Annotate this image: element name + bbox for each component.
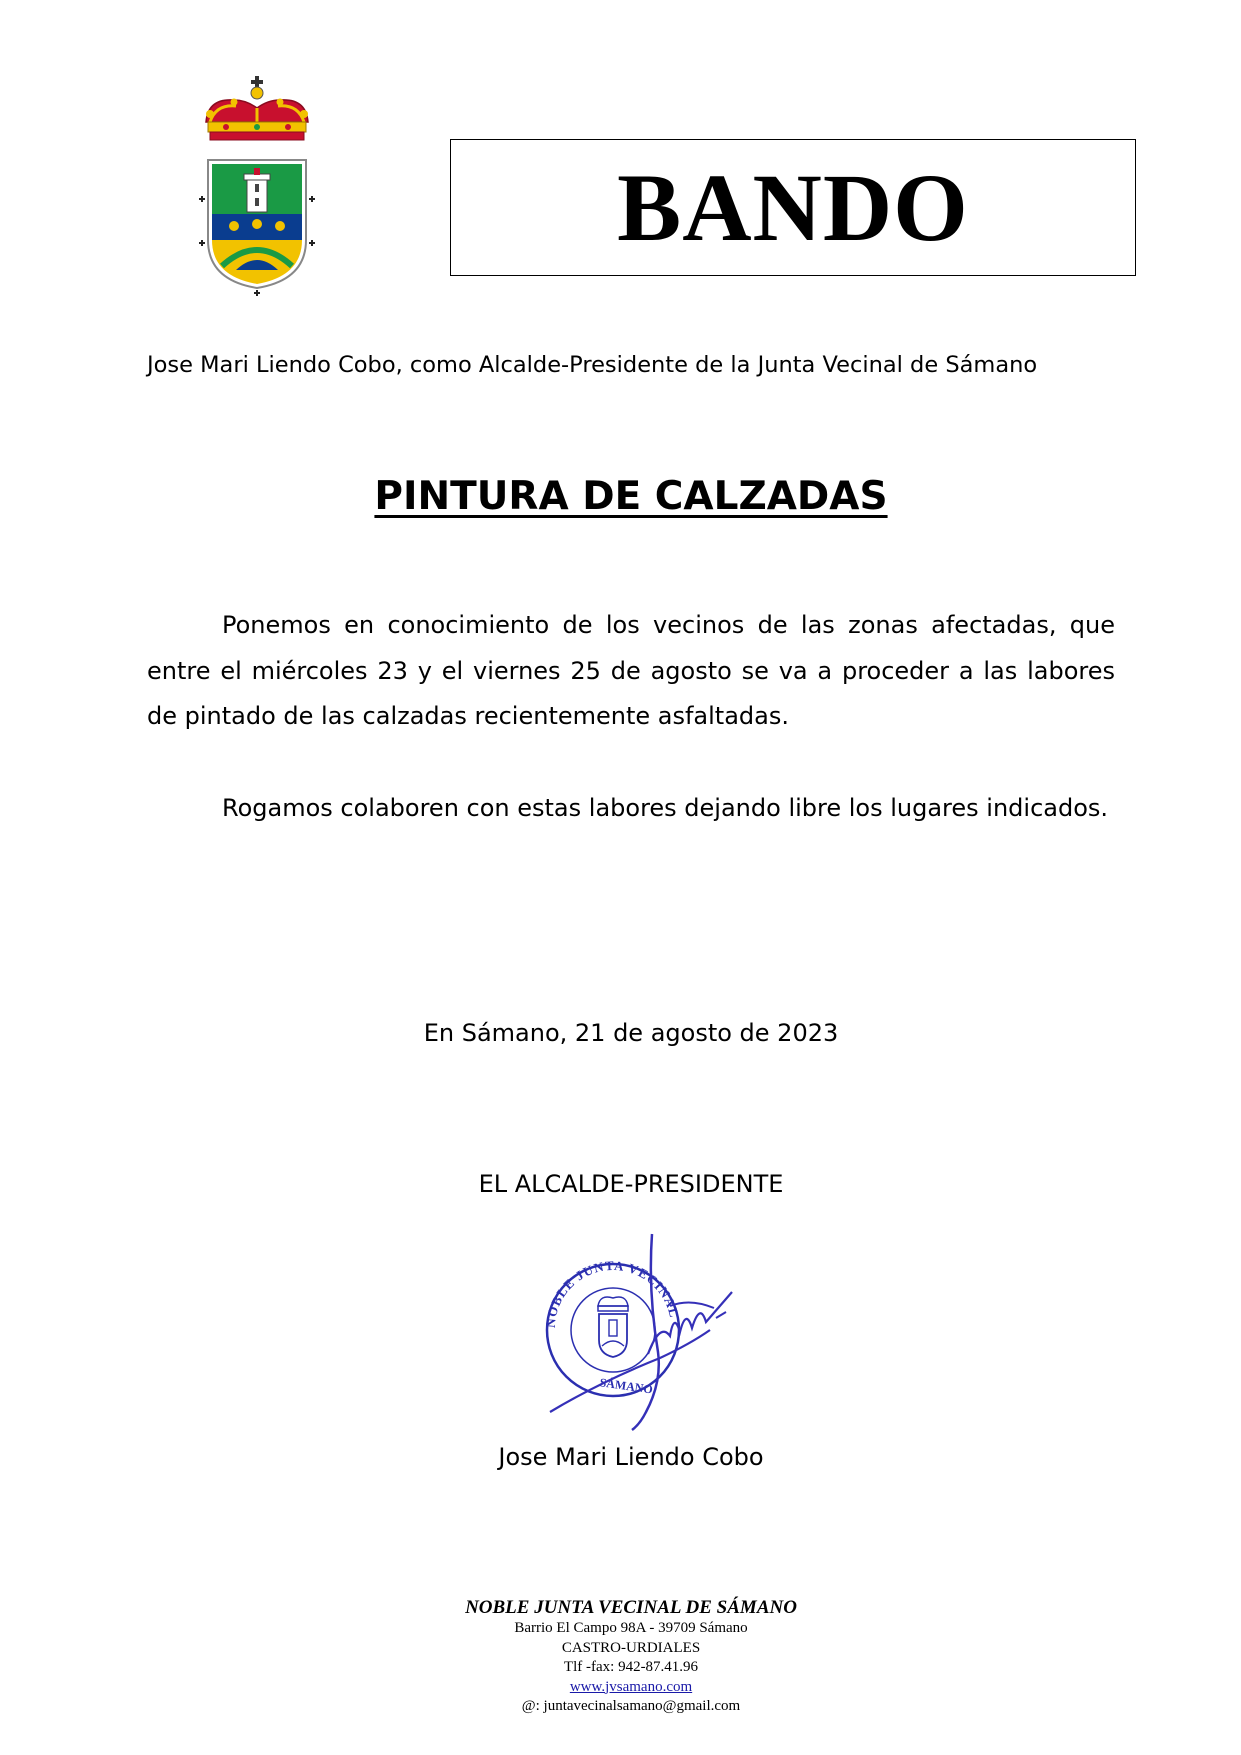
- body-paragraph: Ponemos en conocimiento de los vecinos de las zonas afectadas, que entre el miércoles 23 y el viernes 25 de agosto se va a proceder a las labores de pintado de las calzadas recientemente asfaltadas.: [147, 611, 1115, 730]
- footer-phone: Tlf -fax: 942-87.41.96: [563, 1659, 699, 1675]
- footer-address: Barrio El Campo 98A - 39709 Sámano: [514, 1620, 748, 1636]
- footer: [0, 1597, 1241, 1717]
- body-paragraph: Rogamos colaboren con estas labores dejando libre los lugares indicados.: [222, 794, 1109, 822]
- svg-text:NOBLE JUNTA VECINAL: NOBLE JUNTA VECINAL: [542, 1257, 683, 1329]
- official-seal-icon: [520, 1232, 755, 1432]
- document-title: BANDO: [617, 153, 969, 261]
- subject-heading: PINTURA DE CALZADAS: [374, 474, 888, 519]
- svg-text:SÁMANO: SÁMANO: [598, 1375, 654, 1397]
- bando-title-box: [450, 139, 1136, 276]
- footer-org-name: NOBLE JUNTA VECINAL DE SÁMANO: [465, 1597, 797, 1618]
- signer-name: Jose Mari Liendo Cobo: [498, 1443, 764, 1471]
- footer-website-link[interactable]: www.jvsamano.com: [569, 1678, 693, 1695]
- intro-line: Jose Mari Liendo Cobo, como Alcalde-Presidente de la Junta Vecinal de Sámano: [147, 352, 1038, 378]
- footer-email: @: juntavecinalsamano@gmail.com: [521, 1698, 741, 1714]
- coat-of-arms-icon: [196, 74, 318, 298]
- footer-city: CASTRO-URDIALES: [561, 1639, 701, 1656]
- signer-role: EL ALCALDE-PRESIDENTE: [478, 1170, 784, 1198]
- place-date: En Sámano, 21 de agosto de 2023: [423, 1019, 839, 1047]
